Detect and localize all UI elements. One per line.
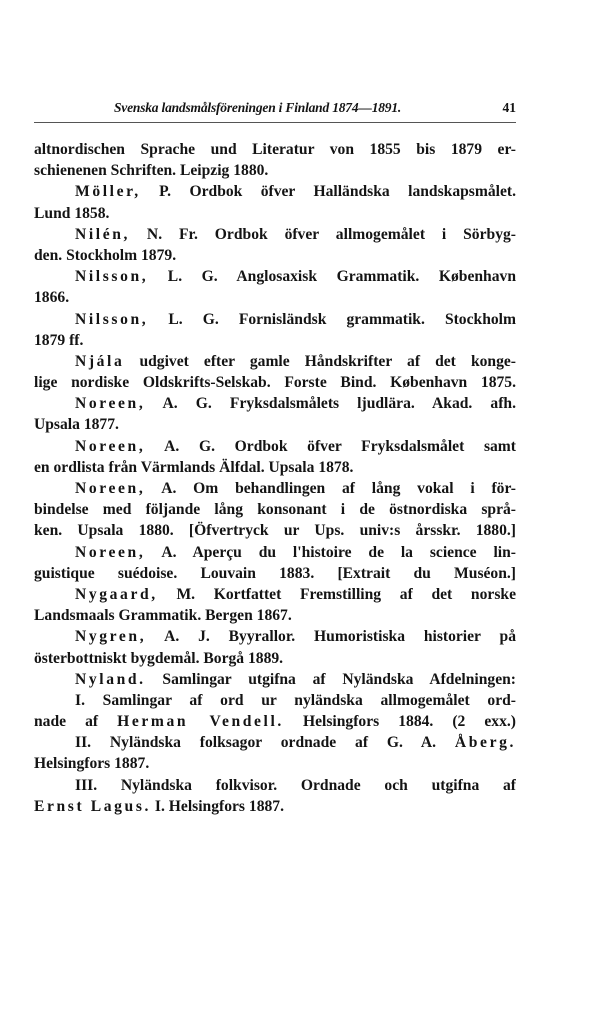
- line-text: en ordlista från Värmlands Älfdal. Upsala 1878.: [34, 458, 354, 476]
- text-line: [34, 181, 516, 202]
- running-title: Svenska landsmålsföreningen i Finland 1874—1891.: [114, 100, 402, 115]
- line-text: udgivet efter gamle Håndskrifter af det konge-: [124, 352, 516, 370]
- line-prefix: II. Nyländska folksagor ordnade af G. A.: [75, 734, 455, 752]
- bibliography-text: [34, 139, 516, 817]
- line-text: Landsmaals Grammatik. Bergen 1867.: [34, 607, 292, 625]
- spaced-name: Ernst Lagus.: [34, 797, 151, 815]
- text-line: [34, 245, 516, 266]
- line-text: Lund 1858.: [34, 204, 110, 222]
- spaced-name: Noreen,: [75, 395, 146, 413]
- text-line: [34, 287, 516, 308]
- spaced-name: Möller,: [75, 183, 141, 201]
- spaced-name: Noreen,: [75, 480, 146, 497]
- text-line: [34, 351, 516, 372]
- line-text: Samlingar utgifna af Nyländska Afdelningen:: [145, 670, 516, 688]
- text-line: [34, 542, 516, 563]
- line-text: lige nordiske Oldskrifts-Selskab. Forste Bind. København 1875.: [34, 374, 516, 392]
- line-text: A. G. Ordbok öfver Fryksdalsmålet samt: [145, 437, 516, 455]
- text-line: [34, 414, 516, 435]
- text-line: [34, 775, 516, 796]
- spaced-name: Noreen,: [75, 543, 146, 561]
- line-text: I. Helsingfors 1887.: [151, 797, 284, 815]
- text-line: [34, 690, 516, 711]
- text-line: [34, 436, 516, 457]
- line-text: M. Kortfattet Fremstilling af det norske: [157, 585, 516, 603]
- line-text: österbottniskt bygdemål. Borgå 1889.: [34, 649, 284, 667]
- text-line: [34, 563, 516, 584]
- spaced-name: Nyland.: [75, 670, 146, 688]
- line-text: guistique suédoise. Louvain 1883. [Extrait du Muséon.]: [34, 564, 516, 582]
- line-text: bindelse med följande lång konsonant i de östnordiska språ-: [34, 501, 516, 519]
- spaced-name: Noreen,: [75, 437, 146, 455]
- text-line: [34, 605, 516, 626]
- line-text: III. Nyländska folkvisor. Ordnade och utgifna af: [75, 776, 516, 794]
- spaced-name: Nilén,: [75, 225, 131, 243]
- line-text: altnordischen Sprache und Literatur von 1855 bis 1879 er-: [34, 141, 516, 158]
- text-line: [34, 711, 516, 732]
- spaced-name: Nygaard,: [75, 585, 158, 603]
- line-text: ken. Upsala 1880. [Öfvertryck ur Ups. univ:s årsskr. 1880.]: [34, 522, 516, 540]
- text-line: [34, 224, 516, 245]
- text-line: [34, 139, 516, 160]
- line-text: schienenen Schriften. Leipzig 1880.: [34, 162, 269, 180]
- spaced-name: Nilsson,: [75, 310, 149, 328]
- text-line: [34, 584, 516, 605]
- text-line: [34, 520, 516, 541]
- line-text: A. J. Byyrallor. Humoristiska historier på: [146, 628, 516, 646]
- line-text: Helsingfors 1887.: [34, 755, 150, 773]
- line-text: 1879 ff.: [34, 331, 84, 349]
- line-prefix: nade af: [34, 713, 118, 731]
- line-text: A. Om behandlingen af lång vokal i för-: [145, 480, 516, 497]
- line-text: P. Ordbok öfver Halländska landskapsmålet.: [140, 183, 516, 201]
- spaced-name: Åberg.: [454, 734, 516, 752]
- line-text: L. G. Anglosaxisk Grammatik. København: [148, 268, 516, 286]
- text-line: [34, 753, 516, 774]
- line-text: Upsala 1877.: [34, 416, 119, 434]
- line-text: A. G. Fryksdalsmålets ljudlära. Akad. afh.: [145, 395, 516, 413]
- text-line: [34, 372, 516, 393]
- text-line: [34, 499, 516, 520]
- page-header: [34, 100, 516, 122]
- text-line: [34, 309, 516, 330]
- text-line: [34, 732, 516, 753]
- text-line: [34, 266, 516, 287]
- header-rule: [34, 122, 516, 123]
- text-line: [34, 160, 516, 181]
- spaced-name: Nygren,: [75, 628, 147, 646]
- line-text: Helsingfors 1884. (2 exx.): [283, 713, 516, 731]
- line-text: N. Fr. Ordbok öfver allmogemålet i Sörbyg-: [130, 225, 516, 243]
- text-line: [34, 203, 516, 224]
- text-line: [34, 648, 516, 669]
- text-line: [34, 796, 516, 817]
- text-line: [34, 393, 516, 414]
- text-line: [34, 669, 516, 690]
- spaced-name: Herman Vendell.: [117, 713, 284, 731]
- spaced-name: Nilsson,: [75, 268, 149, 286]
- page-number: 41: [502, 100, 516, 115]
- line-text: L. G. Fornisländsk grammatik. Stockholm: [148, 310, 516, 328]
- text-line: [34, 478, 516, 499]
- line-text: 1866.: [34, 289, 70, 307]
- text-line: [34, 457, 516, 478]
- line-text: den. Stockholm 1879.: [34, 246, 177, 264]
- text-line: [34, 626, 516, 647]
- spaced-name: Njála: [75, 352, 125, 370]
- line-text: I. Samlingar af ord ur nyländska allmogemålet ord-: [75, 691, 516, 709]
- line-text: A. Aperçu du l'histoire de la science lin-: [145, 543, 516, 561]
- text-line: [34, 330, 516, 351]
